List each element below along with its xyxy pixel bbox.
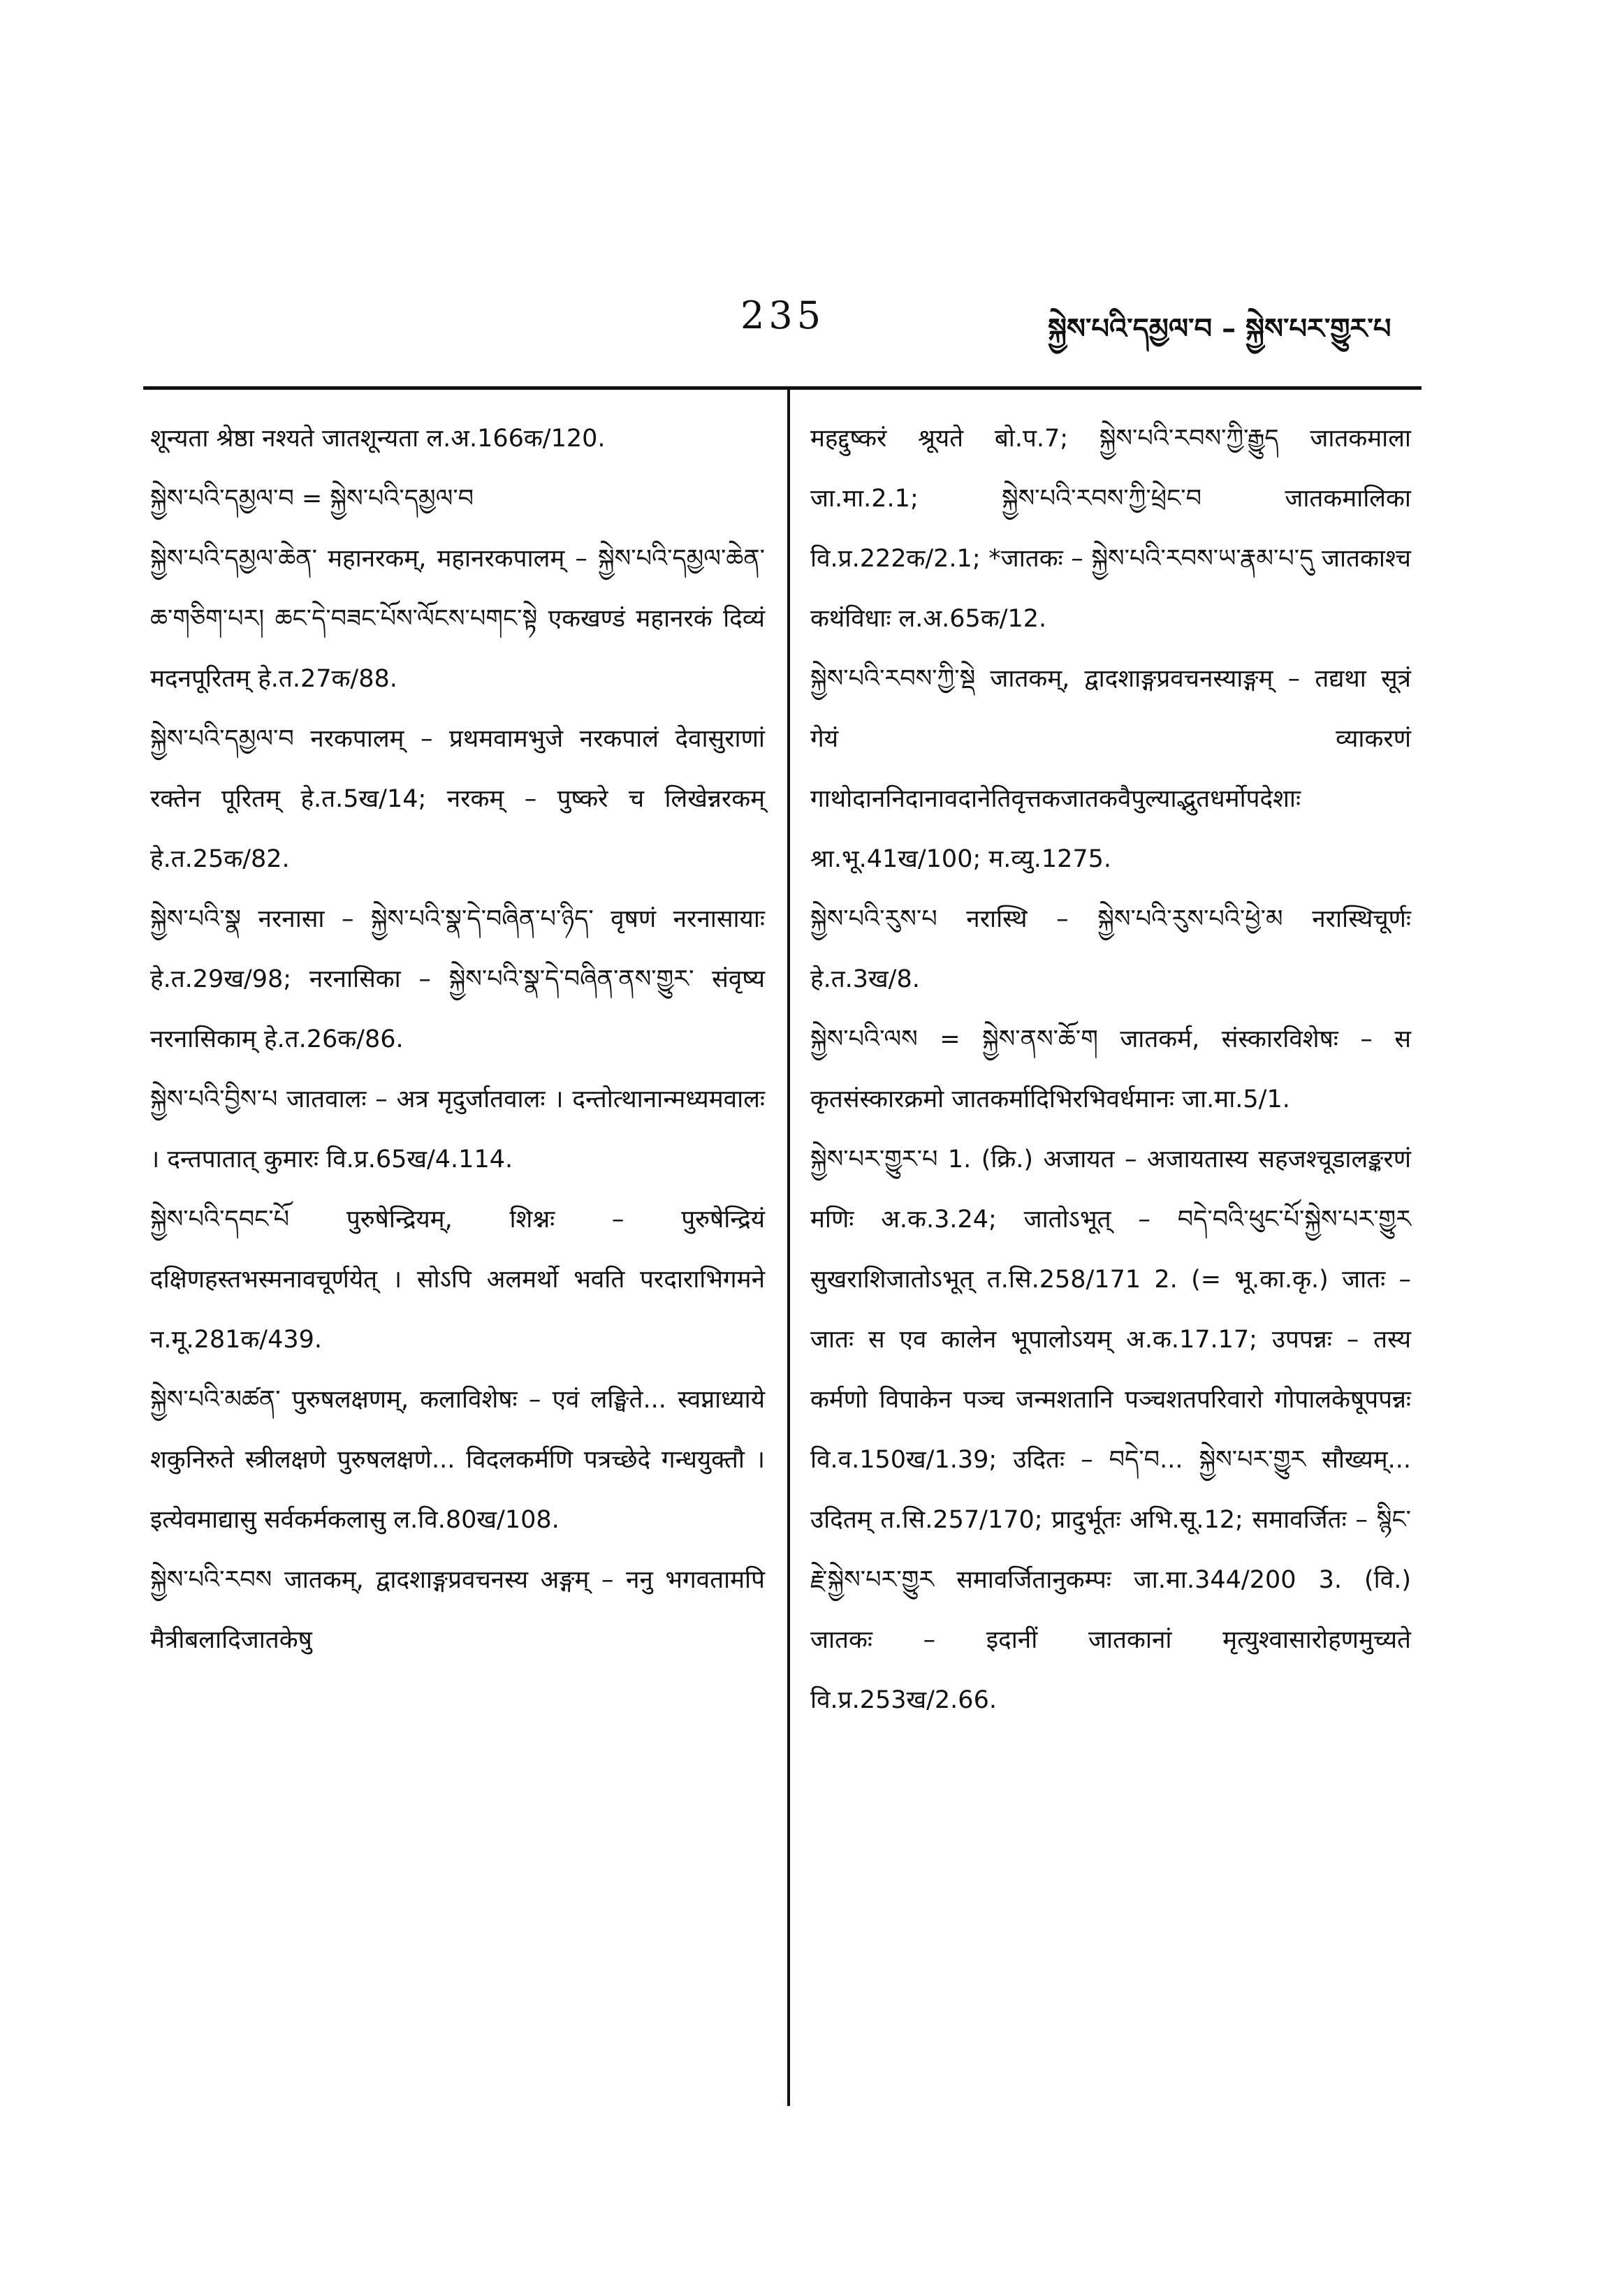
entry: སྐྱེས་པའི་མཚན་ पुरुषलक्षणम्, कलाविशेषः – एवं लङ्घिते... स्वप्नाध्याये शकुनिरुते स्त्रीलक्षणे पुरुषलक्षणे... विदलकर्मणि पत्रच्छेदे गन्धयुक्तौ । इत्येवमाद्यासु सर्वकर्मकलासु ल.वि.80ख/108. (150, 1386, 765, 1534)
right-column (810, 409, 1411, 1730)
header-rule (143, 386, 1422, 390)
entry: སྐྱེས་པའི་དམྱལ་ཆེན་ महानरकम्, महानरकपालम् – སྐྱེས་པའི་དམྱལ་ཆེན་ཆ་གཅིག་པར། ཆང་དེ་བཟང་པོས་ལོངས་པགང་སྟེ एकखण्डं महानरकं दिव्यं मदनपूरितम् हे.त.27क/88. (150, 545, 765, 693)
entry: སྐྱེས་པའི་དམྱལ་བ नरकपालम् – प्रथमवामभुजे नरकपालं देवासुराणां रक्तेन पूरितम् हे.त.5ख/14; नरकम् – पुष्करे च लिखेन्नरकम् हे.त.25क/82. (150, 725, 765, 873)
entry: སྐྱེས་པར་གྱུར་པ 1. (क्रि.) अजायत – अजायतास्य सहजश्चूडालङ्करणं मणिः अ.क.3.24; जातोऽभूत् – བདེ་བའི་ཕུང་པོ་སྐྱེས་པར་གྱུར सुखराशिजातोऽभूत् त.सि.258/171 2. (= भू.का.कृ.) जातः – जातः स एव कालेन भूपालोऽयम् अ.क.17.17; उपपन्नः – तस्य कर्मणो विपाकेन पञ्च जन्मशतानि पञ्चशतपरिवारो गोपालकेषूपपन्नः वि.व.150ख/1.39; उदितः – བདེ་བ... སྐྱེས་པར་གྱུར सौख्यम्... उदितम् त.सि.257/170; प्रादुर्भूतः अभि.सू.12; समावर्जितः – སྙིང་རྗེ་སྐྱེས་པར་གྱུར समावर्जितानुकम्पः जा.मा.344/200 3. (वि.) जातकः – इदानीं जातकानां मृत्युश्वासारोहणमुच्यते वि.प्र.253ख/2.66. (810, 1146, 1411, 1714)
entry: སྐྱེས་པའི་རུས་པ नरास्थि – སྐྱེས་པའི་རུས་པའི་ཕྱེ་མ नरास्थिचूर्णः हे.त.3ख/8. (810, 905, 1411, 993)
entry: སྐྱེས་པའི་ལས = སྐྱེས་ནས་ཆོ་ག जातकर्म, संस्कारविशेषः – स कृतसंस्कारक्रमो जातकर्मादिभिरभिवर्धमानः जा.मा.5/1. (810, 1025, 1411, 1113)
entry: སྐྱེས་པའི་དབང་པོ पुरुषेन्द्रियम्, शिश्नः – पुरुषेन्द्रियं दक्षिणहस्तभस्मनावचूर्णयेत् । सोऽपि अलमर्थो भवति परदाराभिगमने न.मू.281क/439. (150, 1206, 765, 1354)
left-column (150, 409, 765, 1670)
page-number: 235 (740, 293, 826, 337)
entry: महद्दुष्करं श्रूयते बो.प.7; སྐྱེས་པའི་རབས་ཀྱི་རྒྱུད जातकमाला जा.मा.2.1; སྐྱེས་པའི་རབས་ཀྱི་ཕྲེང་བ जातकमालिका वि.प्र.222क/2.1; *जातकः – སྐྱེས་པའི་རབས་ཡ་རྣམ་པ་དུ जातकाश्च कथंविधाः ल.अ.65क/12. (810, 425, 1411, 633)
entry: སྐྱེས་པའི་སྣ नरनासा – སྐྱེས་པའི་སྣ་དེ་བཞིན་པ་ཉིད་ वृषणं नरनासायाः हे.त.29ख/98; नरनासिका – སྐྱེས་པའི་སྣ་དེ་བཞིན་ནས་གྱུར་ संवृष्य नरनासिकाम् हे.त.26क/86. (150, 905, 765, 1053)
running-head: སྐྱེས་པའི་དམྱལ་བ – སྐྱེས་པར་གྱུར་པ (1048, 313, 1391, 345)
entry: སྐྱེས་པའི་རབས་ཀྱི་སྡེ जातकम्, द्वादशाङ्गप्रवचनस्याङ्गम् – तद्यथा सूत्रं गेयं व्याकरणं गाथोदाननिदानावदानेतिवृत्तकजातकवैपुल्याद्भुतधर्मोपदेशाः श्रा.भू.41ख/100; म.व्यु.1275. (810, 665, 1411, 873)
column-divider (787, 388, 790, 2106)
entry: སྐྱེས་པའི་དམྱལ་བ = སྐྱེས་པའི་དམྱལ་བ (150, 485, 474, 513)
entry: शून्यता श्रेष्ठा नश्यते जातशून्यता ल.अ.166क/120. (150, 425, 606, 453)
entry: སྐྱེས་པའི་རབས जातकम्, द्वादशाङ्गप्रवचनस्य अङ्गम् – ननु भगवतामपि मैत्रीबलादिजातकेषु (150, 1566, 765, 1654)
entry: སྐྱེས་པའི་བྱིས་པ जातवालः – अत्र मृदुर्जातवालः । दन्तोत्थानान्मध्यमवालः । दन्तपातात् कुमारः वि.प्र.65ख/4.114. (150, 1085, 765, 1173)
